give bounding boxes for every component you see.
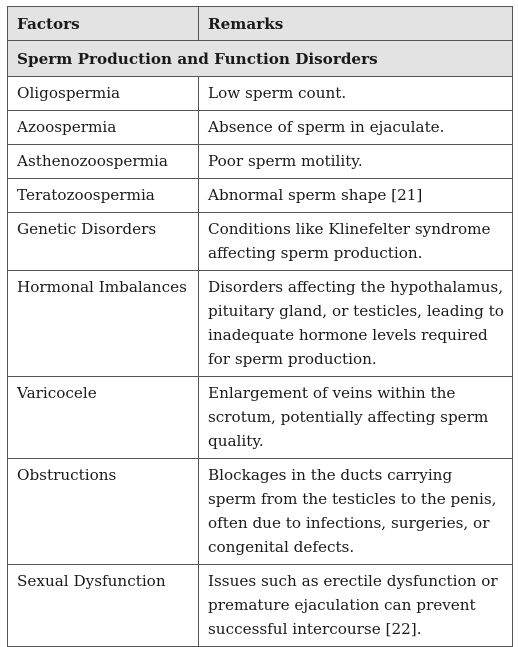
table-row (8, 145, 513, 179)
remark-cell: Issues such as erectile dysfunction or premature ejaculation can prevent successful intercourse [22]. (199, 565, 513, 647)
factor-cell: Genetic Disorders (8, 213, 199, 271)
table-row (8, 77, 513, 111)
remark-cell: Disorders affecting the hypothalamus, pituitary gland, or testicles, leading to inadequate hormone levels required for sperm production. (199, 271, 513, 377)
table-header-row (8, 7, 513, 41)
header-remarks: Remarks (199, 7, 513, 41)
remark-cell: Poor sperm motility. (199, 145, 513, 179)
factor-cell: Asthenozoospermia (8, 145, 199, 179)
section-row (8, 41, 513, 77)
remark-cell: Conditions like Klinefelter syndrome affecting sperm production. (199, 213, 513, 271)
remark-cell: Absence of sperm in ejaculate. (199, 111, 513, 145)
remark-cell: Enlargement of veins within the scrotum, potentially affecting sperm quality. (199, 377, 513, 459)
section-title: Sperm Production and Function Disorders (8, 41, 513, 77)
remark-cell: Blockages in the ducts carrying sperm from the testicles to the penis, often due to infections, surgeries, or congenital defects. (199, 459, 513, 565)
table-row (8, 377, 513, 459)
factor-cell: Hormonal Imbalances (8, 271, 199, 377)
remark-cell: Abnormal sperm shape [21] (199, 179, 513, 213)
table-row (8, 271, 513, 377)
factor-cell: Varicocele (8, 377, 199, 459)
factor-cell: Sexual Dysfunction (8, 565, 199, 647)
table-row (8, 111, 513, 145)
table-row (8, 459, 513, 565)
factor-cell: Oligospermia (8, 77, 199, 111)
factors-table (7, 6, 513, 647)
table-row (8, 179, 513, 213)
factor-cell: Azoospermia (8, 111, 199, 145)
header-factors: Factors (8, 7, 199, 41)
factor-cell: Teratozoospermia (8, 179, 199, 213)
factor-cell: Obstructions (8, 459, 199, 565)
remark-cell: Low sperm count. (199, 77, 513, 111)
table-row (8, 213, 513, 271)
table-row (8, 565, 513, 647)
